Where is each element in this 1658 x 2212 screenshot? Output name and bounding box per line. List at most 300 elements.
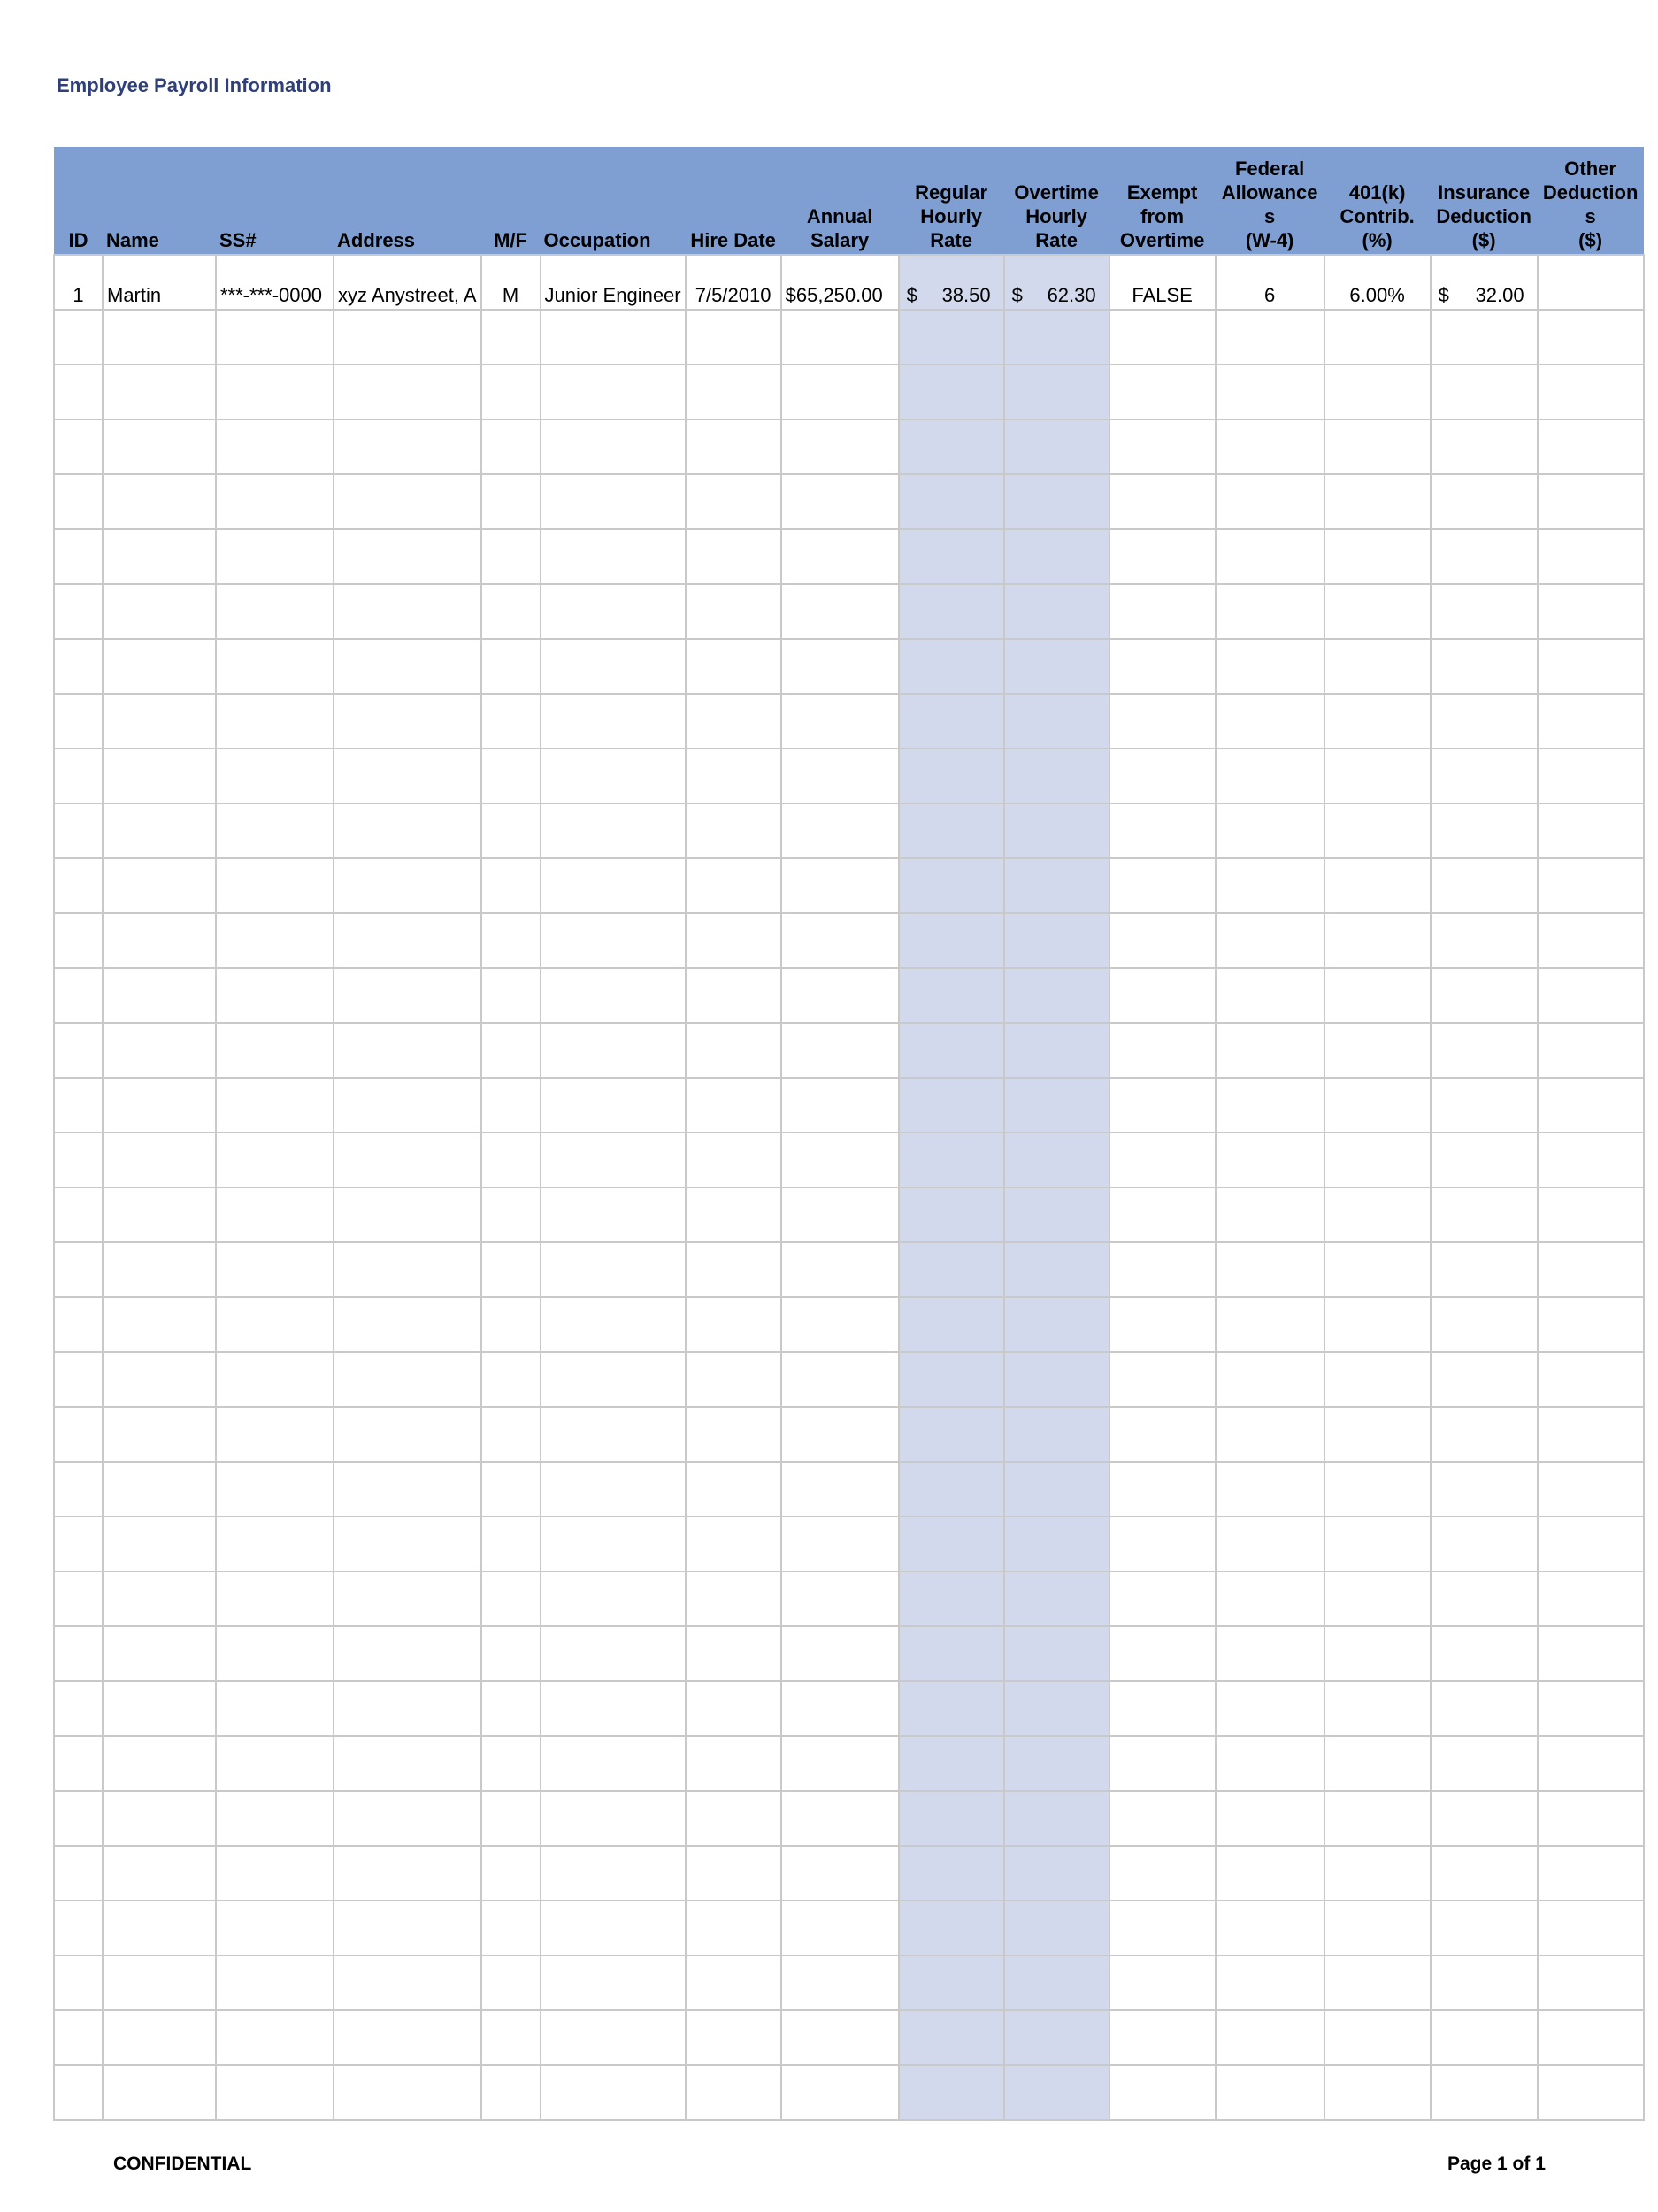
cell-name[interactable] <box>103 529 216 584</box>
cell-hire-date[interactable] <box>686 639 781 694</box>
cell-id[interactable] <box>54 2065 103 2120</box>
cell-address[interactable] <box>334 858 481 913</box>
cell-annual-salary[interactable] <box>781 1023 899 1078</box>
cell-insurance[interactable] <box>1431 1901 1538 1955</box>
cell-k401[interactable] <box>1324 694 1431 749</box>
cell-ssn[interactable] <box>216 1187 334 1242</box>
cell-address[interactable] <box>334 1407 481 1462</box>
cell-hire-date[interactable] <box>686 1078 781 1133</box>
cell-regular-rate[interactable] <box>899 1736 1004 1791</box>
cell-annual-salary[interactable] <box>781 1517 899 1571</box>
cell-annual-salary[interactable] <box>781 1078 899 1133</box>
cell-address[interactable] <box>334 1626 481 1681</box>
cell-hire-date[interactable] <box>686 1791 781 1846</box>
cell-k401[interactable] <box>1324 1023 1431 1078</box>
cell-address[interactable] <box>334 1133 481 1187</box>
cell-id[interactable] <box>54 913 103 968</box>
cell-regular-rate[interactable] <box>899 858 1004 913</box>
cell-address[interactable] <box>334 913 481 968</box>
cell-regular-rate[interactable] <box>899 255 1004 310</box>
cell-mf[interactable] <box>481 1901 541 1955</box>
cell-ssn[interactable] <box>216 1571 334 1626</box>
cell-id[interactable] <box>54 1407 103 1462</box>
cell-occupation[interactable]: Junior Engineer <box>541 255 686 310</box>
cell-name[interactable] <box>103 803 216 858</box>
cell-name[interactable] <box>103 1626 216 1681</box>
cell-overtime-rate[interactable] <box>1004 1352 1109 1407</box>
cell-k401[interactable] <box>1324 1133 1431 1187</box>
cell-occupation[interactable] <box>541 1571 686 1626</box>
cell-ssn[interactable] <box>216 803 334 858</box>
cell-ssn[interactable] <box>216 1517 334 1571</box>
cell-hire-date[interactable] <box>686 1187 781 1242</box>
cell-mf[interactable] <box>481 639 541 694</box>
cell-id[interactable] <box>54 1242 103 1297</box>
cell-regular-rate[interactable] <box>899 639 1004 694</box>
cell-annual-salary[interactable] <box>781 365 899 419</box>
cell-occupation[interactable] <box>541 1078 686 1133</box>
cell-hire-date[interactable] <box>686 1242 781 1297</box>
cell-overtime-rate[interactable] <box>1004 1078 1109 1133</box>
cell-address[interactable] <box>334 803 481 858</box>
cell-occupation[interactable] <box>541 1462 686 1517</box>
cell-occupation[interactable] <box>541 858 686 913</box>
cell-name[interactable] <box>103 968 216 1023</box>
cell-mf[interactable] <box>481 968 541 1023</box>
cell-exempt[interactable] <box>1109 1407 1216 1462</box>
cell-hire-date[interactable] <box>686 913 781 968</box>
cell-address[interactable] <box>334 1187 481 1242</box>
cell-exempt[interactable] <box>1109 1791 1216 1846</box>
cell-other[interactable] <box>1538 1901 1644 1955</box>
cell-regular-rate[interactable] <box>899 474 1004 529</box>
cell-mf[interactable] <box>481 1297 541 1352</box>
cell-ssn[interactable] <box>216 310 334 365</box>
cell-k401[interactable] <box>1324 1462 1431 1517</box>
cell-mf[interactable] <box>481 1517 541 1571</box>
cell-address[interactable] <box>334 639 481 694</box>
cell-exempt[interactable] <box>1109 1078 1216 1133</box>
cell-insurance[interactable] <box>1431 1023 1538 1078</box>
cell-federal-allowances[interactable] <box>1216 1242 1324 1297</box>
cell-exempt[interactable] <box>1109 1242 1216 1297</box>
cell-mf[interactable] <box>481 858 541 913</box>
cell-hire-date[interactable] <box>686 1517 781 1571</box>
cell-regular-rate[interactable] <box>899 2010 1004 2065</box>
cell-overtime-rate[interactable] <box>1004 968 1109 1023</box>
cell-annual-salary[interactable] <box>781 1791 899 1846</box>
cell-occupation[interactable] <box>541 1187 686 1242</box>
cell-occupation[interactable] <box>541 1133 686 1187</box>
cell-address[interactable] <box>334 1571 481 1626</box>
cell-overtime-rate[interactable] <box>1004 1407 1109 1462</box>
cell-exempt[interactable] <box>1109 529 1216 584</box>
cell-name[interactable] <box>103 1407 216 1462</box>
cell-regular-rate[interactable] <box>899 1571 1004 1626</box>
cell-annual-salary[interactable] <box>781 1133 899 1187</box>
cell-regular-rate[interactable] <box>899 1901 1004 1955</box>
cell-insurance[interactable] <box>1431 803 1538 858</box>
cell-overtime-rate[interactable] <box>1004 1736 1109 1791</box>
cell-exempt[interactable] <box>1109 1133 1216 1187</box>
cell-occupation[interactable] <box>541 1955 686 2010</box>
cell-exempt[interactable] <box>1109 365 1216 419</box>
cell-name[interactable] <box>103 2065 216 2120</box>
cell-k401[interactable] <box>1324 968 1431 1023</box>
cell-mf[interactable] <box>481 1626 541 1681</box>
cell-overtime-rate[interactable] <box>1004 858 1109 913</box>
cell-mf[interactable] <box>481 1242 541 1297</box>
cell-other[interactable] <box>1538 858 1644 913</box>
cell-mf[interactable]: M <box>481 255 541 310</box>
cell-mf[interactable] <box>481 529 541 584</box>
cell-k401[interactable] <box>1324 310 1431 365</box>
cell-regular-rate[interactable] <box>899 1791 1004 1846</box>
cell-id[interactable] <box>54 419 103 474</box>
cell-insurance[interactable] <box>1431 1571 1538 1626</box>
cell-insurance[interactable] <box>1431 1078 1538 1133</box>
cell-annual-salary[interactable] <box>781 1407 899 1462</box>
cell-exempt[interactable] <box>1109 858 1216 913</box>
cell-other[interactable] <box>1538 1133 1644 1187</box>
cell-address[interactable] <box>334 419 481 474</box>
cell-insurance[interactable] <box>1431 1846 1538 1901</box>
cell-address[interactable] <box>334 1791 481 1846</box>
cell-insurance[interactable] <box>1431 749 1538 803</box>
cell-mf[interactable] <box>481 1078 541 1133</box>
cell-other[interactable] <box>1538 913 1644 968</box>
cell-occupation[interactable] <box>541 474 686 529</box>
cell-address[interactable] <box>334 584 481 639</box>
cell-address[interactable] <box>334 529 481 584</box>
cell-ssn[interactable] <box>216 1736 334 1791</box>
cell-insurance[interactable] <box>1431 419 1538 474</box>
cell-mf[interactable] <box>481 2065 541 2120</box>
cell-hire-date[interactable] <box>686 749 781 803</box>
cell-k401[interactable] <box>1324 1571 1431 1626</box>
cell-regular-rate[interactable] <box>899 310 1004 365</box>
cell-mf[interactable] <box>481 1187 541 1242</box>
cell-federal-allowances[interactable] <box>1216 1297 1324 1352</box>
cell-annual-salary[interactable]: $65,250.00 <box>781 255 899 310</box>
cell-other[interactable] <box>1538 1736 1644 1791</box>
cell-regular-rate[interactable] <box>899 1462 1004 1517</box>
cell-id[interactable] <box>54 474 103 529</box>
cell-occupation[interactable] <box>541 639 686 694</box>
cell-overtime-rate[interactable] <box>1004 639 1109 694</box>
cell-other[interactable] <box>1538 803 1644 858</box>
cell-ssn[interactable] <box>216 1955 334 2010</box>
cell-overtime-rate[interactable] <box>1004 529 1109 584</box>
cell-hire-date[interactable] <box>686 474 781 529</box>
cell-regular-rate[interactable] <box>899 1133 1004 1187</box>
cell-occupation[interactable] <box>541 694 686 749</box>
cell-hire-date[interactable] <box>686 1297 781 1352</box>
cell-federal-allowances[interactable] <box>1216 1846 1324 1901</box>
cell-occupation[interactable] <box>541 749 686 803</box>
cell-name[interactable] <box>103 365 216 419</box>
cell-id[interactable] <box>54 1571 103 1626</box>
cell-insurance[interactable] <box>1431 365 1538 419</box>
cell-exempt[interactable] <box>1109 1517 1216 1571</box>
cell-overtime-rate[interactable] <box>1004 913 1109 968</box>
cell-regular-rate[interactable] <box>899 1352 1004 1407</box>
cell-regular-rate[interactable] <box>899 694 1004 749</box>
cell-address[interactable] <box>334 1078 481 1133</box>
cell-annual-salary[interactable] <box>781 858 899 913</box>
cell-exempt[interactable] <box>1109 968 1216 1023</box>
cell-other[interactable] <box>1538 1187 1644 1242</box>
cell-insurance[interactable] <box>1431 913 1538 968</box>
cell-annual-salary[interactable] <box>781 1571 899 1626</box>
cell-other[interactable] <box>1538 474 1644 529</box>
cell-insurance[interactable] <box>1431 1352 1538 1407</box>
cell-overtime-rate[interactable] <box>1004 1901 1109 1955</box>
cell-annual-salary[interactable] <box>781 1681 899 1736</box>
cell-name[interactable] <box>103 1517 216 1571</box>
cell-regular-rate[interactable] <box>899 1846 1004 1901</box>
cell-hire-date[interactable] <box>686 1462 781 1517</box>
cell-federal-allowances[interactable] <box>1216 2065 1324 2120</box>
cell-federal-allowances[interactable] <box>1216 913 1324 968</box>
cell-annual-salary[interactable] <box>781 639 899 694</box>
cell-federal-allowances[interactable] <box>1216 1407 1324 1462</box>
cell-address[interactable] <box>334 1846 481 1901</box>
cell-overtime-rate[interactable] <box>1004 474 1109 529</box>
cell-k401[interactable] <box>1324 474 1431 529</box>
cell-overtime-rate[interactable] <box>1004 1133 1109 1187</box>
cell-id[interactable] <box>54 1846 103 1901</box>
cell-other[interactable] <box>1538 1791 1644 1846</box>
cell-annual-salary[interactable] <box>781 2065 899 2120</box>
cell-regular-rate[interactable] <box>899 1517 1004 1571</box>
cell-federal-allowances[interactable] <box>1216 2010 1324 2065</box>
cell-regular-rate[interactable] <box>899 1407 1004 1462</box>
cell-overtime-rate[interactable] <box>1004 365 1109 419</box>
cell-overtime-rate[interactable] <box>1004 2010 1109 2065</box>
cell-regular-rate[interactable] <box>899 529 1004 584</box>
cell-regular-rate[interactable] <box>899 803 1004 858</box>
cell-name[interactable] <box>103 419 216 474</box>
cell-address[interactable]: xyz Anystreet, A <box>334 255 481 310</box>
cell-k401[interactable] <box>1324 365 1431 419</box>
cell-exempt[interactable]: FALSE <box>1109 255 1216 310</box>
cell-name[interactable] <box>103 694 216 749</box>
cell-regular-rate[interactable] <box>899 2065 1004 2120</box>
cell-insurance[interactable] <box>1431 255 1538 310</box>
cell-insurance[interactable] <box>1431 1462 1538 1517</box>
cell-exempt[interactable] <box>1109 419 1216 474</box>
cell-address[interactable] <box>334 1023 481 1078</box>
cell-other[interactable] <box>1538 1955 1644 2010</box>
cell-federal-allowances[interactable] <box>1216 1901 1324 1955</box>
cell-occupation[interactable] <box>541 1901 686 1955</box>
cell-exempt[interactable] <box>1109 803 1216 858</box>
cell-occupation[interactable] <box>541 1846 686 1901</box>
cell-hire-date[interactable] <box>686 529 781 584</box>
cell-exempt[interactable] <box>1109 913 1216 968</box>
cell-other[interactable] <box>1538 1242 1644 1297</box>
cell-hire-date[interactable] <box>686 1955 781 2010</box>
cell-k401[interactable] <box>1324 1791 1431 1846</box>
cell-exempt[interactable] <box>1109 474 1216 529</box>
cell-other[interactable] <box>1538 1517 1644 1571</box>
cell-insurance[interactable] <box>1431 584 1538 639</box>
cell-name[interactable] <box>103 1901 216 1955</box>
cell-federal-allowances[interactable] <box>1216 1571 1324 1626</box>
cell-ssn[interactable] <box>216 1133 334 1187</box>
cell-occupation[interactable] <box>541 1407 686 1462</box>
cell-address[interactable] <box>334 1352 481 1407</box>
cell-federal-allowances[interactable] <box>1216 1023 1324 1078</box>
cell-mf[interactable] <box>481 1736 541 1791</box>
cell-hire-date[interactable] <box>686 365 781 419</box>
cell-exempt[interactable] <box>1109 2065 1216 2120</box>
cell-address[interactable] <box>334 310 481 365</box>
cell-k401[interactable] <box>1324 1517 1431 1571</box>
cell-name[interactable] <box>103 1352 216 1407</box>
cell-k401[interactable] <box>1324 749 1431 803</box>
cell-annual-salary[interactable] <box>781 1626 899 1681</box>
cell-ssn[interactable] <box>216 1242 334 1297</box>
cell-id[interactable] <box>54 1791 103 1846</box>
cell-hire-date[interactable] <box>686 1846 781 1901</box>
cell-exempt[interactable] <box>1109 1571 1216 1626</box>
cell-id[interactable] <box>54 1681 103 1736</box>
cell-k401[interactable] <box>1324 1407 1431 1462</box>
cell-mf[interactable] <box>481 694 541 749</box>
cell-ssn[interactable] <box>216 694 334 749</box>
cell-name[interactable] <box>103 913 216 968</box>
cell-insurance[interactable] <box>1431 1791 1538 1846</box>
cell-regular-rate[interactable] <box>899 584 1004 639</box>
cell-mf[interactable] <box>481 1407 541 1462</box>
cell-overtime-rate[interactable] <box>1004 1626 1109 1681</box>
cell-mf[interactable] <box>481 1681 541 1736</box>
cell-annual-salary[interactable] <box>781 1736 899 1791</box>
cell-name[interactable] <box>103 639 216 694</box>
cell-overtime-rate[interactable] <box>1004 803 1109 858</box>
cell-k401[interactable] <box>1324 639 1431 694</box>
cell-k401[interactable] <box>1324 2010 1431 2065</box>
cell-federal-allowances[interactable] <box>1216 1352 1324 1407</box>
cell-other[interactable] <box>1538 1571 1644 1626</box>
cell-address[interactable] <box>334 1955 481 2010</box>
cell-other[interactable] <box>1538 2065 1644 2120</box>
cell-overtime-rate[interactable] <box>1004 1517 1109 1571</box>
cell-hire-date[interactable] <box>686 419 781 474</box>
cell-annual-salary[interactable] <box>781 1297 899 1352</box>
cell-ssn[interactable] <box>216 2065 334 2120</box>
cell-overtime-rate[interactable] <box>1004 584 1109 639</box>
cell-hire-date[interactable] <box>686 968 781 1023</box>
cell-ssn[interactable] <box>216 529 334 584</box>
cell-regular-rate[interactable] <box>899 1626 1004 1681</box>
cell-id[interactable] <box>54 1462 103 1517</box>
cell-name[interactable] <box>103 584 216 639</box>
cell-insurance[interactable] <box>1431 968 1538 1023</box>
cell-overtime-rate[interactable] <box>1004 2065 1109 2120</box>
cell-occupation[interactable] <box>541 1517 686 1571</box>
cell-ssn[interactable] <box>216 1023 334 1078</box>
cell-federal-allowances[interactable] <box>1216 1791 1324 1846</box>
cell-address[interactable] <box>334 694 481 749</box>
cell-other[interactable] <box>1538 639 1644 694</box>
cell-id[interactable] <box>54 1078 103 1133</box>
cell-exempt[interactable] <box>1109 1297 1216 1352</box>
cell-regular-rate[interactable] <box>899 913 1004 968</box>
cell-insurance[interactable] <box>1431 529 1538 584</box>
cell-other[interactable] <box>1538 1023 1644 1078</box>
cell-annual-salary[interactable] <box>781 1462 899 1517</box>
cell-overtime-rate[interactable] <box>1004 1681 1109 1736</box>
cell-occupation[interactable] <box>541 365 686 419</box>
cell-hire-date[interactable] <box>686 694 781 749</box>
cell-overtime-rate[interactable] <box>1004 1023 1109 1078</box>
cell-other[interactable] <box>1538 1352 1644 1407</box>
cell-k401[interactable] <box>1324 584 1431 639</box>
cell-federal-allowances[interactable] <box>1216 639 1324 694</box>
cell-regular-rate[interactable] <box>899 1297 1004 1352</box>
cell-ssn[interactable] <box>216 749 334 803</box>
cell-hire-date[interactable] <box>686 2010 781 2065</box>
cell-k401[interactable] <box>1324 1846 1431 1901</box>
cell-k401[interactable] <box>1324 1736 1431 1791</box>
cell-other[interactable] <box>1538 365 1644 419</box>
cell-other[interactable] <box>1538 529 1644 584</box>
cell-insurance[interactable] <box>1431 858 1538 913</box>
cell-other[interactable] <box>1538 419 1644 474</box>
cell-occupation[interactable] <box>541 2065 686 2120</box>
cell-name[interactable] <box>103 858 216 913</box>
cell-federal-allowances[interactable] <box>1216 474 1324 529</box>
cell-hire-date[interactable] <box>686 858 781 913</box>
cell-mf[interactable] <box>481 749 541 803</box>
cell-insurance[interactable] <box>1431 1626 1538 1681</box>
cell-insurance[interactable] <box>1431 474 1538 529</box>
cell-federal-allowances[interactable] <box>1216 1736 1324 1791</box>
cell-hire-date[interactable] <box>686 1681 781 1736</box>
cell-exempt[interactable] <box>1109 2010 1216 2065</box>
cell-federal-allowances[interactable] <box>1216 1187 1324 1242</box>
cell-exempt[interactable] <box>1109 694 1216 749</box>
cell-address[interactable] <box>334 1462 481 1517</box>
cell-name[interactable] <box>103 1736 216 1791</box>
cell-ssn[interactable] <box>216 1626 334 1681</box>
cell-annual-salary[interactable] <box>781 1352 899 1407</box>
cell-name[interactable] <box>103 1023 216 1078</box>
cell-federal-allowances[interactable] <box>1216 1078 1324 1133</box>
cell-occupation[interactable] <box>541 913 686 968</box>
cell-regular-rate[interactable] <box>899 365 1004 419</box>
cell-id[interactable] <box>54 749 103 803</box>
cell-federal-allowances[interactable] <box>1216 310 1324 365</box>
cell-mf[interactable] <box>481 474 541 529</box>
cell-overtime-rate[interactable] <box>1004 1462 1109 1517</box>
cell-hire-date[interactable] <box>686 1571 781 1626</box>
cell-occupation[interactable] <box>541 1023 686 1078</box>
cell-name[interactable] <box>103 1297 216 1352</box>
cell-overtime-rate[interactable] <box>1004 1955 1109 2010</box>
cell-mf[interactable] <box>481 310 541 365</box>
cell-address[interactable] <box>334 365 481 419</box>
cell-k401[interactable]: 6.00% <box>1324 255 1431 310</box>
cell-name[interactable] <box>103 310 216 365</box>
cell-ssn[interactable] <box>216 1078 334 1133</box>
cell-exempt[interactable] <box>1109 1901 1216 1955</box>
cell-annual-salary[interactable] <box>781 749 899 803</box>
cell-name[interactable] <box>103 1078 216 1133</box>
